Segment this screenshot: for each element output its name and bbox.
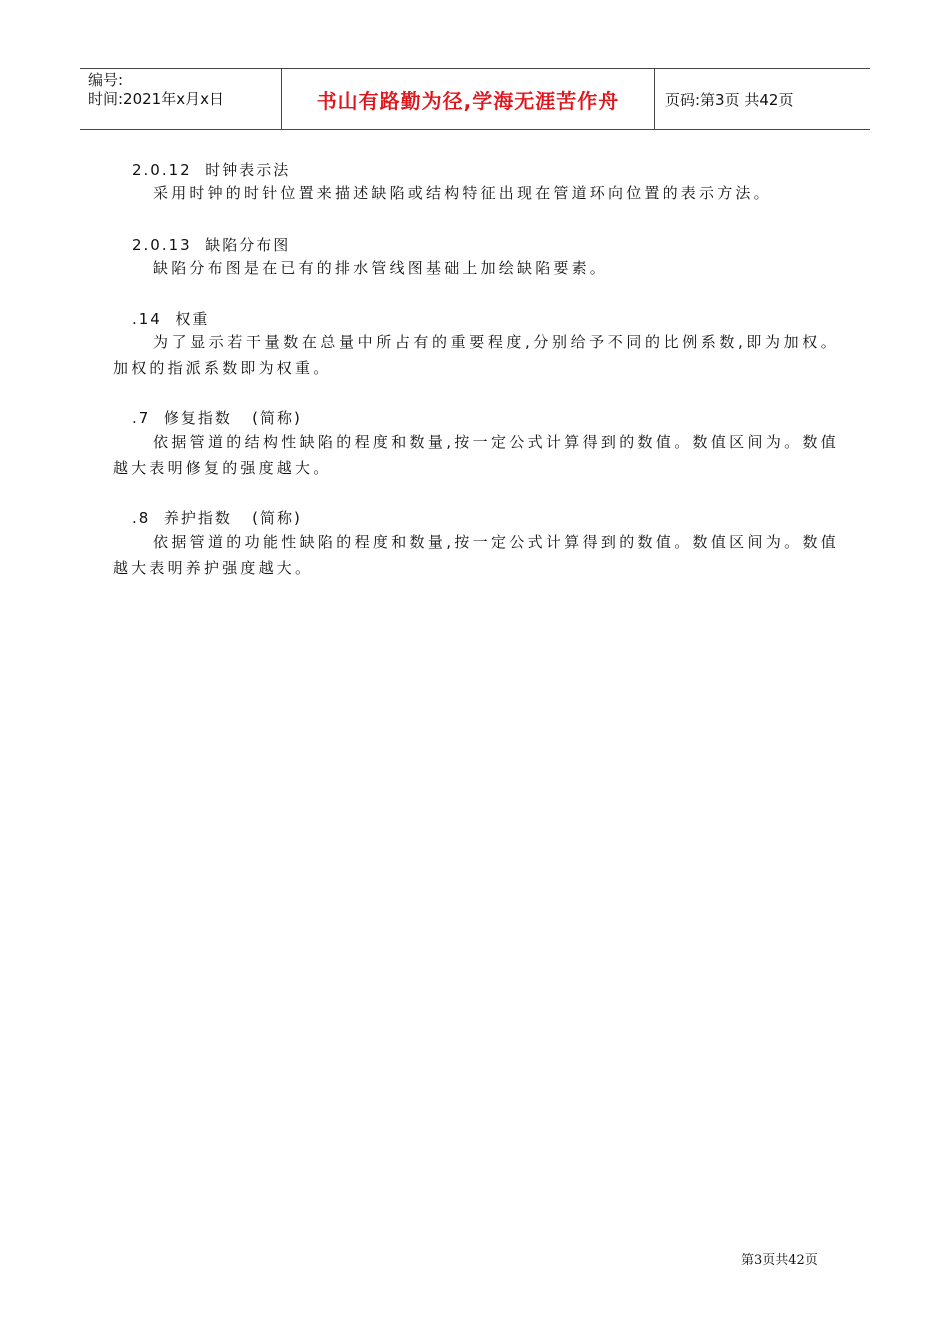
header-motto-cell xyxy=(282,69,655,129)
section-text-weight: 为了显示若干量数在总量中所占有的重要程度,分别给予不同的比例系数,即为加权。加权的指派系数即为权重。 xyxy=(113,333,839,377)
section-text-clock: 采用时钟的时针位置来描述缺陷或结构特征出现在管道环向位置的表示方法。 xyxy=(153,184,772,202)
section-heading-defect-map: 2.0.13 缺陷分布图 xyxy=(132,236,291,254)
section-text-defect-map: 缺陷分布图是在已有的排水管线图基础上加绘缺陷要素。 xyxy=(153,259,609,277)
header-page-info: 页码:第3页 共42页 xyxy=(665,90,794,109)
section-heading-maintenance-index: .8 养护指数 (简称) xyxy=(132,509,302,527)
section-heading-weight: .14 权重 xyxy=(132,310,210,328)
document-number-label: 编号: xyxy=(88,71,124,89)
document-time-label: 时间:2021年x月x日 xyxy=(88,90,224,108)
footer-page-info: 第3页共42页 xyxy=(741,1253,818,1268)
header-motto: 书山有路勤为径,学海无涯苦作舟 xyxy=(316,88,620,113)
section-text-repair-index: 依据管道的结构性缺陷的程度和数量,按一定公式计算得到的数值。数值区间为。数值越大表明修复的强度越大。 xyxy=(113,433,839,477)
section-text-maintenance-index: 依据管道的功能性缺陷的程度和数量,按一定公式计算得到的数值。数值区间为。数值越大表明养护强度越大。 xyxy=(113,533,839,577)
header-left-cell xyxy=(80,69,282,129)
section-heading-clock: 2.0.12 时钟表示法 xyxy=(132,161,291,179)
header-table xyxy=(80,68,870,130)
section-heading-repair-index: .7 修复指数 (简称) xyxy=(132,409,302,427)
header-page-cell xyxy=(655,69,870,129)
